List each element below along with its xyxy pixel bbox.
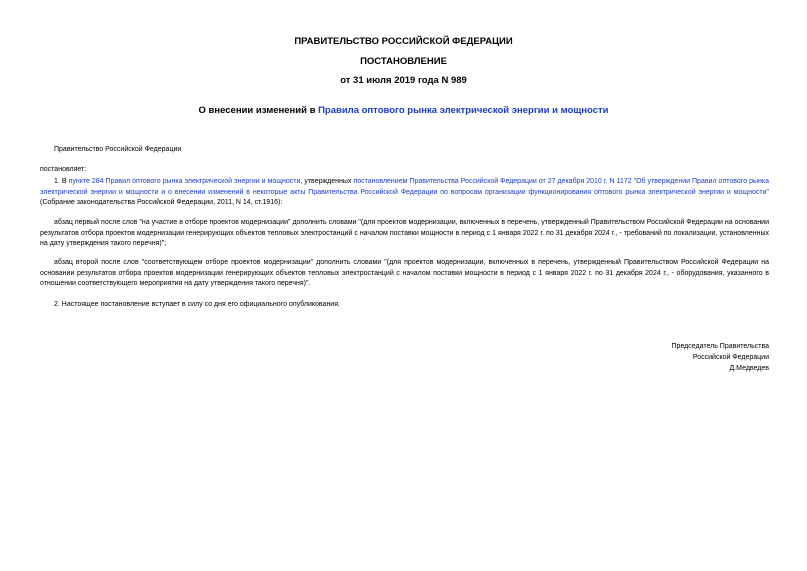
paragraph-4: 2. Настоящее постановление вступает в силу со дня его официального опубликования.	[54, 301, 340, 308]
document-date: от 31 июля 2019 года N 989	[340, 75, 467, 86]
government-line: Правительство Российской Федерации	[54, 146, 182, 153]
rules-point-link[interactable]: пункте 284 Правил оптового рынка электрической энергии и мощности	[68, 178, 301, 185]
document-type: ПОСТАНОВЛЕНИЕ	[360, 56, 447, 67]
signature-title: Председатель Правительства	[671, 343, 769, 350]
signature-country: Российской Федерации	[692, 354, 769, 361]
paragraph-2: абзац первый после слов "на участие в отборе проектов модернизации" дополнить словами "(для проектов модернизации, включенных в перечень, утвержденный Правительством Российской Федерации на основании результатов отбора проектов модернизации генерирующих объектов тепловых электростанций с началом поставки мощности в период с 1 января 2022 г. по 31 декабря 2024 г., - требований по локализации, установленных на дату утверждения такого перечня)";	[40, 219, 769, 247]
signature-name: Д.Медведев	[729, 365, 769, 372]
document-title	[0, 105, 807, 116]
p1-text-c: (Собрание законодательства Российской Федерации, 2011, N 14, ст.1916):	[40, 199, 283, 206]
government-header: ПРАВИТЕЛЬСТВО РОССИЙСКОЙ ФЕДЕРАЦИИ	[294, 36, 513, 47]
paragraph-3: абзац второй после слов "соответствующем отборе проектов модернизации" дополнить словами "(для проектов модернизации, включенных в перечень, утвержденный Правительством Российской Федерации на основании результатов отбора проектов модернизации генерирующих объектов тепловых электростанций с началом поставки мощности в период с 1 января 2022 г. по 31 декабря 2024 г., - оборудования, указанного в отношении соответствующего мероприятия на дату утверждения такого перечня)".	[40, 259, 769, 287]
signature-block	[672, 341, 769, 374]
resolution-link[interactable]: постановлением Правительства Российской Федерации от 27 декабря 2010 г. N 1172 "Об утверждении Правил оптового рынка электрической энергии и мощности и о внесении изменений в некоторые акты Правительства Российской Федерации по вопросам организации функционирования оптового рынка электрической энергии и мощности"	[40, 178, 769, 196]
p1-text-a: 1. В	[54, 178, 69, 185]
decree-line: постановляет:	[40, 166, 87, 173]
p1-text-b: , утвержденных	[300, 178, 354, 185]
paragraph-1	[40, 177, 769, 209]
title-rules-link[interactable]: Правила оптового рынка электрической энергии и мощности	[318, 105, 609, 116]
title-prefix: О внесении изменений в	[198, 105, 319, 116]
